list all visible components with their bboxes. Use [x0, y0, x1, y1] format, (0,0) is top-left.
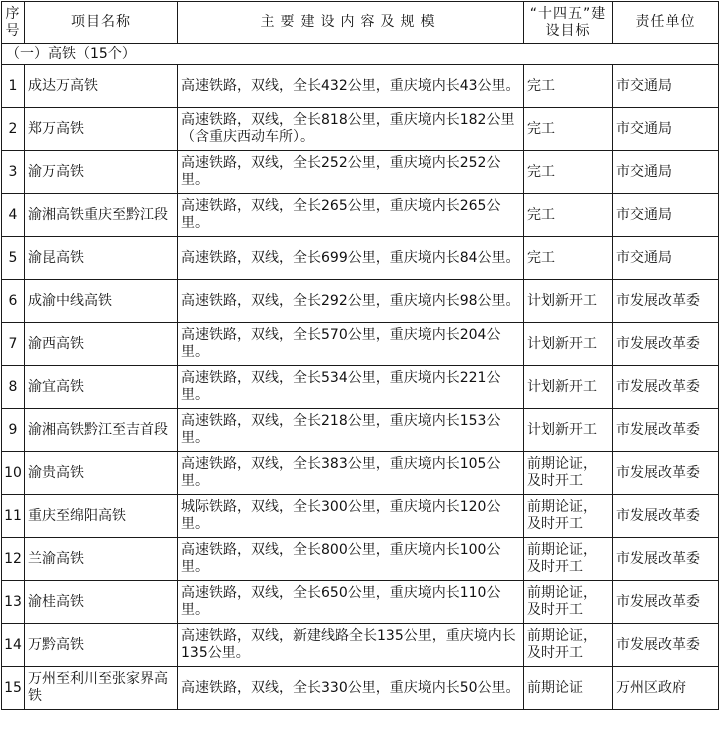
project-name: 渝贵高铁 [25, 452, 178, 495]
project-target: 前期论证，及时开工 [524, 495, 613, 538]
table-row [2, 624, 719, 667]
project-target: 完工 [524, 194, 613, 237]
project-content: 高速铁路，双线，全长252公里，重庆境内长252公里。 [178, 151, 524, 194]
table-row [2, 151, 719, 194]
header-owner: 责任单位 [613, 2, 719, 44]
row-number: 14 [2, 624, 25, 667]
row-number: 13 [2, 581, 25, 624]
project-target: 计划新开工 [524, 280, 613, 323]
project-name: 郑万高铁 [25, 108, 178, 151]
project-owner: 市发展改革委 [613, 323, 719, 366]
project-target: 计划新开工 [524, 323, 613, 366]
row-number: 15 [2, 667, 25, 710]
project-content: 高速铁路，双线，全长432公里，重庆境内长43公里。 [178, 65, 524, 108]
row-number: 4 [2, 194, 25, 237]
table-row [2, 194, 719, 237]
project-name: 渝万高铁 [25, 151, 178, 194]
table-row [2, 237, 719, 280]
table-row [2, 452, 719, 495]
header-name: 项目名称 [25, 2, 178, 44]
project-name: 渝湘高铁重庆至黔江段 [25, 194, 178, 237]
project-content: 高速铁路，双线，全长650公里，重庆境内长110公里。 [178, 581, 524, 624]
project-owner: 市交通局 [613, 65, 719, 108]
row-number: 6 [2, 280, 25, 323]
project-name: 成达万高铁 [25, 65, 178, 108]
project-owner: 市发展改革委 [613, 624, 719, 667]
header-target: “十四五”建设目标 [524, 2, 613, 44]
row-number: 2 [2, 108, 25, 151]
table-row [2, 667, 719, 710]
project-target: 前期论证，及时开工 [524, 452, 613, 495]
project-target: 计划新开工 [524, 366, 613, 409]
table-row [2, 495, 719, 538]
row-number: 7 [2, 323, 25, 366]
project-name: 渝湘高铁黔江至吉首段 [25, 409, 178, 452]
row-number: 10 [2, 452, 25, 495]
row-number: 11 [2, 495, 25, 538]
project-owner: 万州区政府 [613, 667, 719, 710]
header-no: 序号 [2, 2, 25, 44]
project-target: 完工 [524, 151, 613, 194]
table-row [2, 108, 719, 151]
project-target: 完工 [524, 237, 613, 280]
project-content: 高速铁路，双线，全长570公里，重庆境内长204公里。 [178, 323, 524, 366]
project-owner: 市发展改革委 [613, 409, 719, 452]
table-row [2, 280, 719, 323]
table-row [2, 65, 719, 108]
project-content: 高速铁路，双线，全长265公里，重庆境内长265公里。 [178, 194, 524, 237]
project-name: 渝宜高铁 [25, 366, 178, 409]
project-owner: 市交通局 [613, 237, 719, 280]
project-content: 高速铁路，双线，全长818公里，重庆境内长182公里（含重庆西动车所）。 [178, 108, 524, 151]
project-owner: 市发展改革委 [613, 495, 719, 538]
project-owner: 市交通局 [613, 108, 719, 151]
project-target: 计划新开工 [524, 409, 613, 452]
row-number: 12 [2, 538, 25, 581]
project-name: 成渝中线高铁 [25, 280, 178, 323]
table-row [2, 323, 719, 366]
project-name: 渝桂高铁 [25, 581, 178, 624]
table-row [2, 366, 719, 409]
project-name: 万州至利川至张家界高铁 [25, 667, 178, 710]
row-number: 3 [2, 151, 25, 194]
project-target: 前期论证 [524, 667, 613, 710]
table-body [2, 44, 719, 710]
project-target: 前期论证，及时开工 [524, 624, 613, 667]
section-title: （一）高铁（15个） [2, 44, 719, 65]
project-content: 高速铁路，双线，全长699公里，重庆境内长84公里。 [178, 237, 524, 280]
project-content: 高速铁路，双线，全长330公里，重庆境内长50公里。 [178, 667, 524, 710]
project-content: 高速铁路，双线，全长218公里，重庆境内长153公里。 [178, 409, 524, 452]
project-content: 高速铁路，双线，全长292公里，重庆境内长98公里。 [178, 280, 524, 323]
header-row [2, 2, 719, 44]
project-content: 高速铁路，双线，全长800公里，重庆境内长100公里。 [178, 538, 524, 581]
table-row [2, 538, 719, 581]
project-content: 高速铁路，双线，新建线路全长135公里，重庆境内长135公里。 [178, 624, 524, 667]
project-target: 完工 [524, 108, 613, 151]
projects-table [1, 1, 719, 710]
project-name: 兰渝高铁 [25, 538, 178, 581]
project-target: 完工 [524, 65, 613, 108]
section-row [2, 44, 719, 65]
project-owner: 市发展改革委 [613, 538, 719, 581]
project-name: 渝西高铁 [25, 323, 178, 366]
project-owner: 市交通局 [613, 151, 719, 194]
project-content: 高速铁路，双线，全长383公里，重庆境内长105公里。 [178, 452, 524, 495]
row-number: 5 [2, 237, 25, 280]
row-number: 1 [2, 65, 25, 108]
project-owner: 市发展改革委 [613, 452, 719, 495]
project-owner: 市发展改革委 [613, 581, 719, 624]
header-content: 主要建设内容及规模 [178, 2, 524, 44]
project-name: 渝昆高铁 [25, 237, 178, 280]
project-content: 高速铁路，双线，全长534公里，重庆境内长221公里。 [178, 366, 524, 409]
table-row [2, 581, 719, 624]
project-owner: 市交通局 [613, 194, 719, 237]
project-name: 万黔高铁 [25, 624, 178, 667]
project-content: 城际铁路，双线，全长300公里，重庆境内长120公里。 [178, 495, 524, 538]
row-number: 9 [2, 409, 25, 452]
row-number: 8 [2, 366, 25, 409]
project-target: 前期论证，及时开工 [524, 581, 613, 624]
project-owner: 市发展改革委 [613, 366, 719, 409]
project-owner: 市发展改革委 [613, 280, 719, 323]
table-row [2, 409, 719, 452]
project-target: 前期论证，及时开工 [524, 538, 613, 581]
project-name: 重庆至绵阳高铁 [25, 495, 178, 538]
